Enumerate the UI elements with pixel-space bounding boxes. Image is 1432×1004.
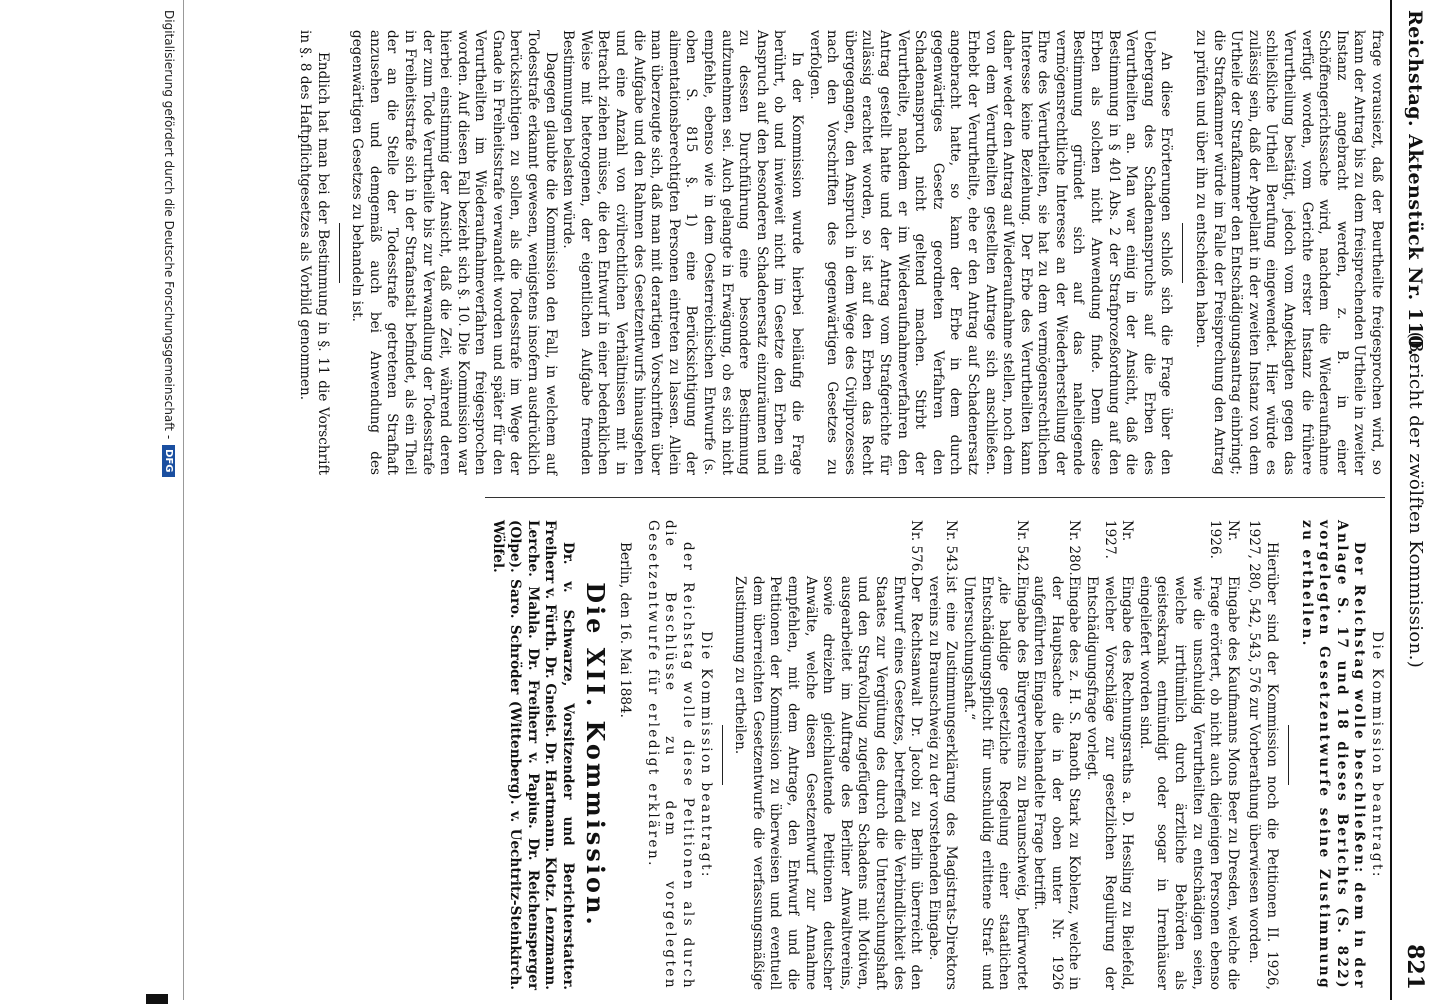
- petition-text: Eingabe des Rechnungsraths a. D. Hessling zu Bielefeld, welcher Vorschläge zur gesetzlichen Regulirung der Entschädigungsfrage vorlegt.: [1084, 576, 1136, 990]
- petitions-list: [731, 520, 1241, 990]
- section-divider: [339, 223, 340, 283]
- petition-number: Nr. 280.: [1066, 520, 1083, 576]
- petition-entry: [959, 520, 1029, 990]
- corner-mark-icon: [146, 994, 168, 1004]
- left-paragraph-4: Dagegen glaubte die Kommission den Fall, in welchem auf Todesstrafe erkannt gewesen, wenigstens insofern ausdrücklich berücksichtigen zu sollen, als die Todesstrafe im Wege der Gnade in Freiheitsstrafe verwandelt worden und später für den Verurtheilten im Wiederaufnahmeverfahren freigesprochen worden. Auf diesen Fall bezieht sich §. 10. Die Kommission war hierbei einstimmig der Ansicht, daß die Zeit, während deren der zum Tode Verurtheilte bis zur Verwandlung der Todesstrafe in Freiheitsstrafe sich in der Strafanstalt befindet, als ein Theil der an die Stelle der Todesstrafe getretenen Strafhaft anzusehen und demgemäß auch bei Anwendung des gegenwärtigen Gesetzes zu behandeln ist.: [349, 30, 559, 475]
- petition-entry: [1135, 520, 1241, 990]
- motion-text: Der Reichstag wolle beschließen: dem in der Anlage S. 17 und 18 dieses Berichts (S. 822) vorgelegten Gesetzentwurfe seine Zustimmung zu ertheilen.: [1298, 520, 1368, 990]
- petition-number: Nr. 1927.: [1101, 520, 1136, 559]
- left-paragraph-5: Endlich hat man bei der Bestimmung in §. 11 die Vorschrift in §. 8 des Haftpflichtgesetzes als Vorbild genommen.: [296, 30, 331, 475]
- digitization-note: Digitalisierung gefördert durch die Deutsche Forschungsgemeinschaft -: [162, 10, 176, 440]
- petition-text: ist eine Zustimmungserklärung des Magistrats-Direktors vereins zu Braunschweig zu der vorstehenden Eingabe.: [925, 576, 960, 990]
- digitization-footer: [162, 10, 176, 990]
- petition-text: Eingabe des z. H. S. Ranoth Stark zu Koblenz, welche in der Hauptsache die in der oben unter Nr. 1926 aufgeführten Eingabe behandelte Frage betrifft.: [1031, 576, 1083, 990]
- date-line: Berlin, den 16. Mai 1884.: [617, 542, 634, 718]
- right-column: [488, 520, 1385, 990]
- header-subtitle: (Bericht der zwölften Kommission.): [1405, 331, 1426, 669]
- signature-title: Die XII. Kommission.: [580, 582, 610, 928]
- section-divider: [722, 725, 723, 785]
- column-rule: [485, 497, 1385, 498]
- petition-entry: [924, 520, 959, 990]
- petition-entry: [1030, 520, 1083, 990]
- signature-block: [488, 520, 633, 990]
- page-number: 821: [1402, 944, 1428, 990]
- left-paragraph-2: An diese Erörterungen schloß sich die Frage über den Uebergang des Schadenanspruchs auf die Erben des Verurtheilten an. Man war einig in der Ansicht, daß die Bestimmung in § 401 Abs. 2 der Strafprozeßordnung auf den Erben als solchen nicht Anwendung finde. Denn diese Bestimmung gründet sich auf das naheliegende vermögensrechtliche Interesse an der Wiederherstellung der Ehre des Verurtheilten, sie hat zu dem vermögensrechtlichen Interesse keine Beziehung. Der Erbe des Verurtheilten kann daher weder den Antrag auf Wiederaufnahme stellen, noch dem von dem Verurtheilten gestellten Antrage sich anschließen. Erhebt der Verurtheilte, ehe er den Antrag auf Schadenersatz angebracht hatte, so kann der Erbe in dem durch gegenwärtiges Gesetz geordneten Verfahren den Schadenanspruch nicht geltend machen. Stirbt der Verurtheilte, nachdem er im Wiederaufnahmeverfahren den Antrag gestellt hatte und der Antrag vom Strafgerichte für zulässig erachtet worden, so ist auf den Erben das Recht übergegangen, den Anspruch in dem Wege des Civilprozesses nach den Vorschriften des gegenwärtigen Gesetzes zu verfolgen.: [806, 30, 1175, 475]
- section-divider: [1182, 223, 1183, 283]
- second-motion-text: der Reichstag wolle diese Petitionen als durch die Beschlüsse zu dem vorgelegten Gesetzentwurfe für erledigt erklären.: [644, 520, 697, 990]
- second-motion-heading: Die Kommission beantragt:: [697, 631, 714, 879]
- left-paragraph-3: In der Kommission wurde hierbei beiläufig die Frage berührt, ob und inwieweit nicht im Gesetze den Erben ein Anspruch auf den besonderen Schadenersatz einzuräumen und zu dessen Durchführung eine besondere Bestimmung aufzunehmen sei. Auch gelangte in Erwägung, ob es sich nicht empfehle, ebenso wie in dem Oesterreichischen Entwurfe (s. oben S. 815 §. 1) eine Berücksichtigung der alimentationsberechtigten Personen eintreten zu lassen. Allein man überzeugte sich, daß man mit derartigen Vorschriften über die Aufgabe und den Rahmen des Gesetzentwurfs hinausgehen und eine Anzahl von civilrechtlichen Verhältnissen mit in Betracht ziehen müsse, die den Entwurf in einer bedenklichen Weise mit heterogenen, der eigentlichen Aufgabe fremden Bestimmungen belasten würde.: [560, 30, 805, 475]
- petition-number: Nr. 1926.: [1207, 520, 1241, 559]
- petition-number: Nr. 576.: [908, 520, 925, 576]
- header-rule: [1390, 0, 1392, 1000]
- dfg-logo-icon: DFG: [163, 445, 176, 476]
- petition-text: Eingabe des Kaufmanns Mons Beer zu Dresden, welche die Frage erörtert, ob nicht auch diejenigen Personen ebenso wie die unschuldig Verurtheilten zu entschädigen seien, welche irrthümlich durch ärztliche Behörden als geisteskrank entmündigt oder sogar in Irrenhäuser eingeliefert worden sind.: [1136, 576, 1241, 990]
- rotated-document-sheet: [130, 0, 1430, 1000]
- running-header: [1390, 10, 1430, 990]
- petition-entry: [1083, 520, 1136, 990]
- left-paragraph-1: frage vorausiezt, daß der Beurtheilte freigesprochen wird, so kann der Antrag bis zu dem freisprechenden Urtheile in zweiter Instanz angebracht werden, z. B. in einer Schöffengerichtssache wird, nachdem die Wiederaufnahme verfügt worden, vom Gerichte erster Instanz die frühere Verurtheilung bestätigt, jedoch vom Angeklagten gegen das schließliche Urtheil Berufung eingewendet. Hier würde es zulässig sein, daß der Appellant in der zweiten Instanz von dem Urtheile der Strafkammer den Entschädigungsantrag einbringt; die Strafkammer würde im Falle der Freisprechung den Antrag zu prüfen und über ihn zu entscheiden haben.: [1193, 30, 1385, 475]
- footer-rule: [183, 0, 184, 1000]
- petition-number: Nr. 542.: [1013, 520, 1030, 576]
- petition-entry: [731, 520, 925, 990]
- petition-text: Eingabe des Bürgervereins zu Braunschweig, befürwortet „die baldige gesetzliche Regelung einer staatlichen Entschädigungspflicht für unschuldig erlittene Straf- und Untersuchungshaft.“: [960, 576, 1030, 990]
- signatories: Dr. v. Schwarze, Vorsitzender und Berichterstatter. Freiherr v. Fürth. Dr. Gneist. Dr. Hartmann. Klotz. Lenzmann. Lerche. Mahla. Dr. Freiherr v. Papius. Dr. Reichensperger (Olpe). Saro. Schröder (Wittenberg). v. Uechtritz-Steinkirch. Wölfel.: [489, 520, 577, 990]
- motion-heading: Die Kommission beantragt:: [1369, 631, 1385, 879]
- petition-text: Der Rechtsanwalt Dr. Jacobi zu Berlin überreicht den Entwurf eines Gesetzes, betreffend die Verbindlichkeit des Staates zur Vergütung des durch die Untersuchungshaft und den Strafvollzug zugefügten Schadens mit Motiven, ausgearbeitet im Auftrage des Berliner Anwaltvereins, sowie dreizehn gleichlautende Petitionen deutscher Anwälte, welche diesen Gesetzentwurf zur Annahme empfehlen, mit dem Antrage, den Entwurf und die Petitionen der Kommission zu überweisen und eventuell dem überreichten Gesetzentwurfe die verfassungsmäßige Zustimmung zu ertheilen.: [732, 576, 925, 990]
- petition-number: Nr. 543.: [943, 520, 960, 576]
- header-title: Reichstag. Aktenstück Nr. 110.: [1404, 10, 1426, 357]
- section-divider: [1288, 725, 1289, 785]
- left-column: [295, 30, 1385, 475]
- petitions-intro: Hierüber sind der Kommission noch die Petitionen II. 1926, 1927, 280, 542, 543, 576 zur Vorberathung überwiesen worden.: [1246, 520, 1281, 990]
